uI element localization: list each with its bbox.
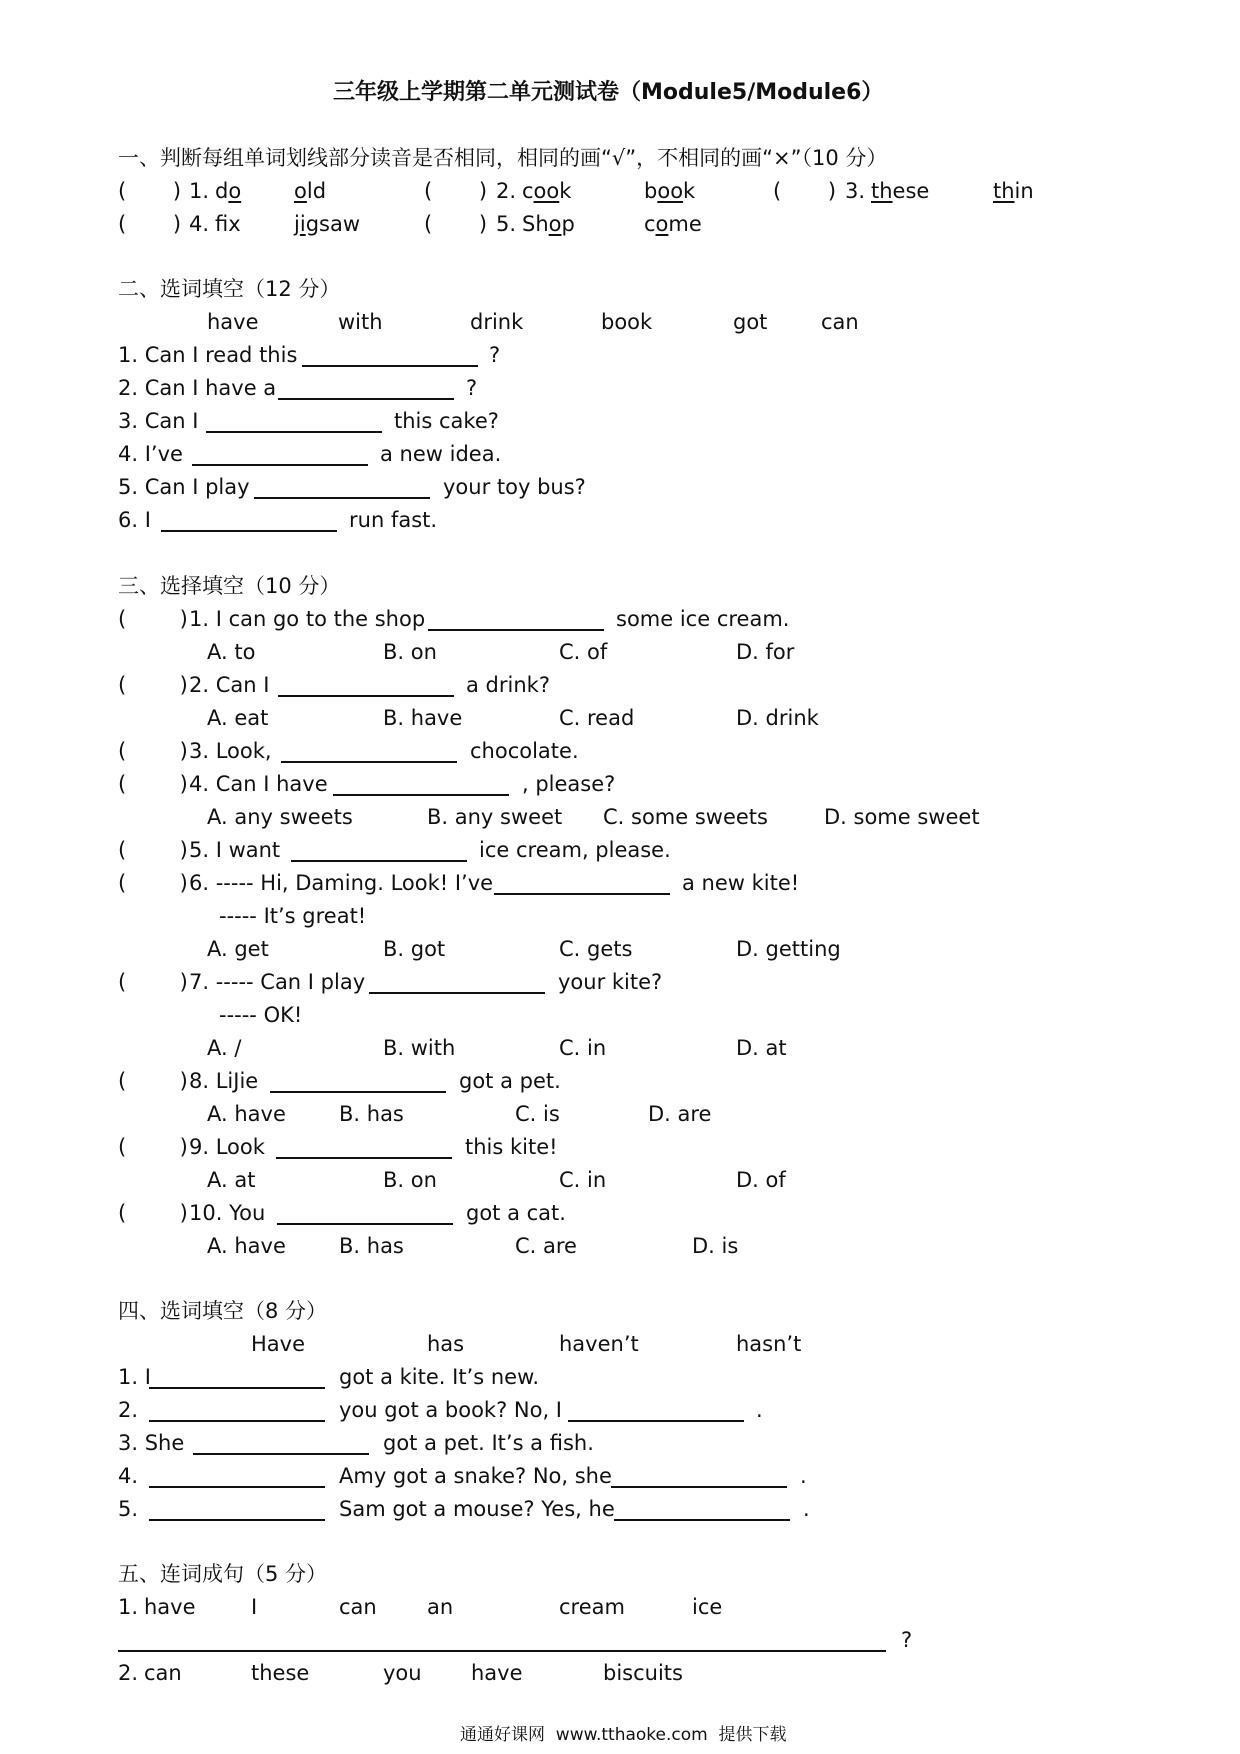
answer-blank[interactable] bbox=[206, 431, 382, 433]
section-3-heading: 三、选择填空（10 分） bbox=[118, 574, 341, 598]
question-text: 9. Look bbox=[189, 1135, 265, 1159]
question-text: this kite! bbox=[465, 1135, 558, 1159]
word-2: come bbox=[644, 212, 702, 236]
item-number: 1. bbox=[118, 1595, 139, 1619]
question-text: got a kite. It’s new. bbox=[339, 1365, 540, 1389]
answer-blank[interactable] bbox=[568, 1420, 744, 1422]
question-text: got a pet. bbox=[459, 1069, 561, 1093]
footer-credit: 通通好课网 www.tthaoke.com 提供下载 bbox=[460, 1725, 787, 1745]
question-text: run fast. bbox=[349, 508, 438, 532]
option-a: A. have bbox=[207, 1102, 286, 1126]
option-c: C. in bbox=[559, 1036, 607, 1060]
answer-paren: ( ) bbox=[118, 212, 182, 236]
answer-paren: ( ) bbox=[118, 772, 188, 796]
question-text: ice cream, please. bbox=[479, 838, 671, 862]
word-bank-item: Have bbox=[251, 1332, 306, 1356]
question-text: this cake? bbox=[394, 409, 499, 433]
question-text: 6. I bbox=[118, 508, 151, 532]
option-b: B. has bbox=[339, 1102, 404, 1126]
question-text: got a cat. bbox=[466, 1201, 566, 1225]
answer-blank[interactable] bbox=[614, 1519, 790, 1521]
option-d: D. is bbox=[692, 1234, 739, 1258]
answer-blank[interactable] bbox=[161, 530, 337, 532]
option-a: A. any sweets bbox=[207, 805, 353, 829]
answer-paren: ( ) bbox=[118, 1069, 188, 1093]
answer-blank[interactable] bbox=[333, 794, 509, 796]
question-text: , please? bbox=[522, 772, 616, 796]
word-2: thin bbox=[993, 179, 1034, 203]
option-a: A. at bbox=[207, 1168, 256, 1192]
question-text: your toy bus? bbox=[443, 475, 586, 499]
answer-paren: ( ) bbox=[118, 673, 188, 697]
question-text: 3. Look, bbox=[189, 739, 272, 763]
answer-blank[interactable] bbox=[278, 398, 454, 400]
answer-paren: ( ) bbox=[118, 607, 188, 631]
option-b: B. got bbox=[383, 937, 446, 961]
dialogue-reply: ----- It’s great! bbox=[219, 904, 367, 928]
word-1: fx bbox=[215, 212, 241, 236]
option-d: D. drink bbox=[736, 706, 819, 730]
word-2: jigsaw bbox=[294, 212, 361, 236]
answer-blank[interactable] bbox=[291, 860, 467, 862]
word-bank-item: got bbox=[733, 310, 768, 334]
word-2: book bbox=[644, 179, 696, 203]
question-text: 2. bbox=[118, 1398, 139, 1422]
option-c: C. some sweets bbox=[603, 805, 768, 829]
section-4-heading: 四、选词填空（8 分） bbox=[118, 1299, 328, 1323]
answer-blank[interactable] bbox=[149, 1387, 325, 1389]
item-number: 2. bbox=[496, 179, 517, 203]
option-a: A. to bbox=[207, 640, 256, 664]
answer-paren: ( ) bbox=[118, 1201, 188, 1225]
page-title: 三年级上学期第二单元测试卷（Module5/Module6） bbox=[333, 80, 884, 105]
option-c: C. is bbox=[515, 1102, 560, 1126]
question-text: 1. I can go to the shop bbox=[189, 607, 426, 631]
question-text: got a pet. It’s a fish. bbox=[383, 1431, 594, 1455]
answer-blank[interactable] bbox=[254, 497, 430, 499]
answer-blank[interactable] bbox=[281, 761, 457, 763]
option-a: A. / bbox=[207, 1036, 242, 1060]
word-1: these bbox=[871, 179, 930, 203]
question-text: 5. Can I play bbox=[118, 475, 250, 499]
question-text: . bbox=[803, 1497, 810, 1521]
scrambled-word: can bbox=[144, 1661, 182, 1685]
answer-paren: ( ) bbox=[118, 739, 188, 763]
question-text: 4. Can I have bbox=[189, 772, 328, 796]
answer-blank[interactable] bbox=[270, 1091, 446, 1093]
scrambled-word: cream bbox=[559, 1595, 625, 1619]
option-d: D. for bbox=[736, 640, 795, 664]
question-text: 7. ----- Can I play bbox=[189, 970, 366, 994]
question-text: a drink? bbox=[466, 673, 550, 697]
word-2: old bbox=[294, 179, 327, 203]
option-b: B. any sweet bbox=[427, 805, 563, 829]
scrambled-word: have bbox=[144, 1595, 196, 1619]
answer-blank[interactable] bbox=[276, 1157, 452, 1159]
section-1-heading: 一、判断每组单词划线部分读音是否相同，相同的画“√”，不相同的画“×”（10 分） bbox=[118, 146, 888, 170]
option-b: B. with bbox=[383, 1036, 456, 1060]
word-1: do bbox=[215, 179, 242, 203]
option-a: A. eat bbox=[207, 706, 269, 730]
question-text: a new idea. bbox=[380, 442, 502, 466]
section-5-heading: 五、连词成句（5 分） bbox=[118, 1562, 328, 1586]
option-b: B. has bbox=[339, 1234, 404, 1258]
answer-blank[interactable] bbox=[611, 1486, 787, 1488]
option-b: B. have bbox=[383, 706, 463, 730]
option-c: C. are bbox=[515, 1234, 577, 1258]
item-number: 1. bbox=[189, 179, 210, 203]
answer-paren: ( ) bbox=[118, 1135, 188, 1159]
option-b: B. on bbox=[383, 640, 437, 664]
answer-paren: ( ) bbox=[424, 179, 488, 203]
answer-paren: ( ) bbox=[118, 871, 188, 895]
question-text: chocolate. bbox=[470, 739, 579, 763]
answer-blank[interactable] bbox=[302, 365, 478, 367]
question-text: 10. You bbox=[189, 1201, 266, 1225]
word-bank-item: have bbox=[207, 310, 259, 334]
question-text: 1. Can I read this bbox=[118, 343, 298, 367]
answer-blank[interactable] bbox=[149, 1420, 325, 1422]
option-c: C. of bbox=[559, 640, 608, 664]
question-text: your kite? bbox=[558, 970, 663, 994]
question-text: you got a book? No, I bbox=[339, 1398, 563, 1422]
question-text: 8. LiJie bbox=[189, 1069, 259, 1093]
word-bank-item: haven’t bbox=[559, 1332, 639, 1356]
answer-blank[interactable] bbox=[428, 629, 604, 631]
question-text: . bbox=[756, 1398, 763, 1422]
answer-blank[interactable] bbox=[369, 992, 545, 994]
word-bank-item: book bbox=[601, 310, 653, 334]
option-c: C. read bbox=[559, 706, 635, 730]
question-text: 5. bbox=[118, 1497, 139, 1521]
option-a: A. have bbox=[207, 1234, 286, 1258]
answer-blank[interactable] bbox=[149, 1486, 325, 1488]
option-c: C. gets bbox=[559, 937, 633, 961]
item-number: 4. bbox=[189, 212, 210, 236]
scrambled-word: have bbox=[471, 1661, 523, 1685]
answer-paren: ( ) bbox=[118, 838, 188, 862]
question-text: some ice cream. bbox=[616, 607, 790, 631]
answer-paren: ( ) bbox=[773, 179, 837, 203]
question-text: 3. Can I bbox=[118, 409, 199, 433]
question-text: ? bbox=[489, 343, 501, 367]
word-bank-item: hasn’t bbox=[736, 1332, 802, 1356]
question-text: 3. She bbox=[118, 1431, 185, 1455]
dialogue-reply: ----- OK! bbox=[219, 1003, 303, 1027]
answer-blank[interactable] bbox=[278, 695, 454, 697]
question-text: a new kite! bbox=[682, 871, 800, 895]
word-bank-item: has bbox=[427, 1332, 465, 1356]
sentence-answer-line[interactable] bbox=[118, 1650, 886, 1652]
scrambled-word: these bbox=[251, 1661, 310, 1685]
option-d: D. getting bbox=[736, 937, 841, 961]
section-2-heading: 二、选词填空（12 分） bbox=[118, 277, 341, 301]
scrambled-word: an bbox=[427, 1595, 454, 1619]
question-text: 2. Can I bbox=[189, 673, 270, 697]
scrambled-word: can bbox=[339, 1595, 377, 1619]
word-bank-item: drink bbox=[470, 310, 524, 334]
question-text: Sam got a mouse? Yes, he bbox=[339, 1497, 615, 1521]
question-text: 5. I want bbox=[189, 838, 281, 862]
sentence-end-mark: ? bbox=[901, 1628, 913, 1652]
question-text: 6. ----- Hi, Daming. Look! I’ve bbox=[189, 871, 494, 895]
question-text: 4. I’ve bbox=[118, 442, 183, 466]
option-d: D. at bbox=[736, 1036, 787, 1060]
question-text: Amy got a snake? No, she bbox=[339, 1464, 612, 1488]
word-1: cook bbox=[522, 179, 572, 203]
item-number: 2. bbox=[118, 1661, 139, 1685]
answer-paren: ( ) bbox=[118, 179, 182, 203]
item-number: 5. bbox=[496, 212, 517, 236]
option-d: D. of bbox=[736, 1168, 786, 1192]
option-b: B. on bbox=[383, 1168, 437, 1192]
scrambled-word: I bbox=[251, 1595, 258, 1619]
item-number: 3. bbox=[845, 179, 866, 203]
question-text: 4. bbox=[118, 1464, 139, 1488]
answer-blank[interactable] bbox=[494, 893, 670, 895]
answer-blank[interactable] bbox=[149, 1519, 325, 1521]
question-text: ? bbox=[466, 376, 478, 400]
answer-paren: ( ) bbox=[118, 970, 188, 994]
word-bank-item: can bbox=[821, 310, 859, 334]
option-d: D. are bbox=[648, 1102, 712, 1126]
scrambled-word: you bbox=[383, 1661, 422, 1685]
scrambled-word: ice bbox=[692, 1595, 723, 1619]
answer-blank[interactable] bbox=[277, 1223, 453, 1225]
option-a: A. get bbox=[207, 937, 269, 961]
question-text: 1. I bbox=[118, 1365, 151, 1389]
answer-paren: ( ) bbox=[424, 212, 488, 236]
question-text: . bbox=[800, 1464, 807, 1488]
word-bank-item: with bbox=[338, 310, 383, 334]
option-d: D. some sweet bbox=[824, 805, 980, 829]
option-c: C. in bbox=[559, 1168, 607, 1192]
word-1: Shop bbox=[522, 212, 575, 236]
question-text: 2. Can I have a bbox=[118, 376, 277, 400]
scrambled-word: biscuits bbox=[603, 1661, 683, 1685]
answer-blank[interactable] bbox=[193, 1453, 369, 1455]
answer-blank[interactable] bbox=[192, 464, 368, 466]
